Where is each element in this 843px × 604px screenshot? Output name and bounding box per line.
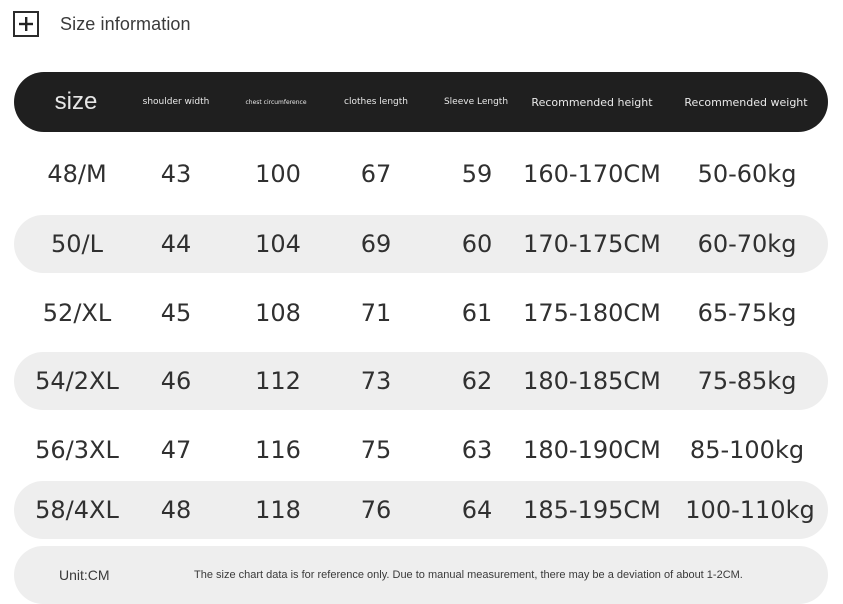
- disclaimer-note: The size chart data is for reference only. Due to manual measurement, there may be a deviation of about 1-2CM.: [194, 569, 743, 581]
- shoulder-cell: 45: [160, 299, 192, 327]
- height-cell: 160-170CM: [523, 160, 661, 188]
- length-cell: 76: [360, 496, 392, 524]
- height-cell: 180-185CM: [523, 367, 661, 395]
- table-row: [14, 145, 828, 203]
- length-cell: 71: [360, 299, 392, 327]
- size-cell: 56/3XL: [35, 436, 119, 464]
- shoulder-cell: 44: [160, 230, 192, 258]
- table-footer: [14, 546, 828, 604]
- header-sleeve-length: Sleeve Length: [443, 97, 509, 107]
- chest-cell: 116: [255, 436, 301, 464]
- table-row: [14, 481, 828, 539]
- sleeve-cell: 59: [461, 160, 493, 188]
- size-cell: 50/L: [51, 230, 103, 258]
- weight-cell: 60-70kg: [697, 230, 797, 258]
- header-clothes-length: clothes length: [344, 97, 408, 107]
- header-recommended-height: Recommended height: [531, 95, 653, 109]
- section-title: Size information: [60, 13, 191, 34]
- length-cell: 73: [360, 367, 392, 395]
- size-info-toggle[interactable]: [13, 10, 191, 38]
- table-row: [14, 284, 828, 342]
- shoulder-cell: 43: [160, 160, 192, 188]
- size-cell: 54/2XL: [35, 367, 119, 395]
- length-cell: 75: [360, 436, 392, 464]
- height-cell: 180-190CM: [523, 436, 661, 464]
- table-row: [14, 352, 828, 410]
- size-cell: 58/4XL: [35, 496, 119, 524]
- plus-icon[interactable]: [13, 11, 39, 37]
- chest-cell: 100: [255, 160, 301, 188]
- table-header: [14, 72, 828, 132]
- weight-cell: 65-75kg: [697, 299, 797, 327]
- header-chest-circumference: chest circumference: [245, 98, 307, 106]
- weight-cell: 85-100kg: [689, 436, 805, 464]
- table-row: [14, 421, 828, 479]
- unit-label: Unit:CM: [59, 567, 110, 583]
- chest-cell: 112: [255, 367, 301, 395]
- chest-cell: 104: [255, 230, 301, 258]
- header-shoulder-width: shoulder width: [142, 97, 210, 107]
- length-cell: 69: [360, 230, 392, 258]
- sleeve-cell: 64: [461, 496, 493, 524]
- weight-cell: 75-85kg: [697, 367, 797, 395]
- size-cell: 48/M: [47, 160, 107, 188]
- table-row: [14, 215, 828, 273]
- shoulder-cell: 48: [160, 496, 192, 524]
- header-recommended-weight: Recommended weight: [684, 95, 808, 109]
- header-size: size: [54, 88, 98, 115]
- height-cell: 170-175CM: [523, 230, 661, 258]
- weight-cell: 100-110kg: [685, 496, 815, 524]
- height-cell: 175-180CM: [523, 299, 661, 327]
- size-cell: 52/XL: [42, 299, 112, 327]
- length-cell: 67: [360, 160, 392, 188]
- shoulder-cell: 47: [160, 436, 192, 464]
- sleeve-cell: 60: [461, 230, 493, 258]
- sleeve-cell: 61: [461, 299, 493, 327]
- shoulder-cell: 46: [160, 367, 192, 395]
- chest-cell: 118: [255, 496, 301, 524]
- sleeve-cell: 62: [461, 367, 493, 395]
- weight-cell: 50-60kg: [697, 160, 797, 188]
- height-cell: 185-195CM: [523, 496, 661, 524]
- chest-cell: 108: [255, 299, 301, 327]
- sleeve-cell: 63: [461, 436, 493, 464]
